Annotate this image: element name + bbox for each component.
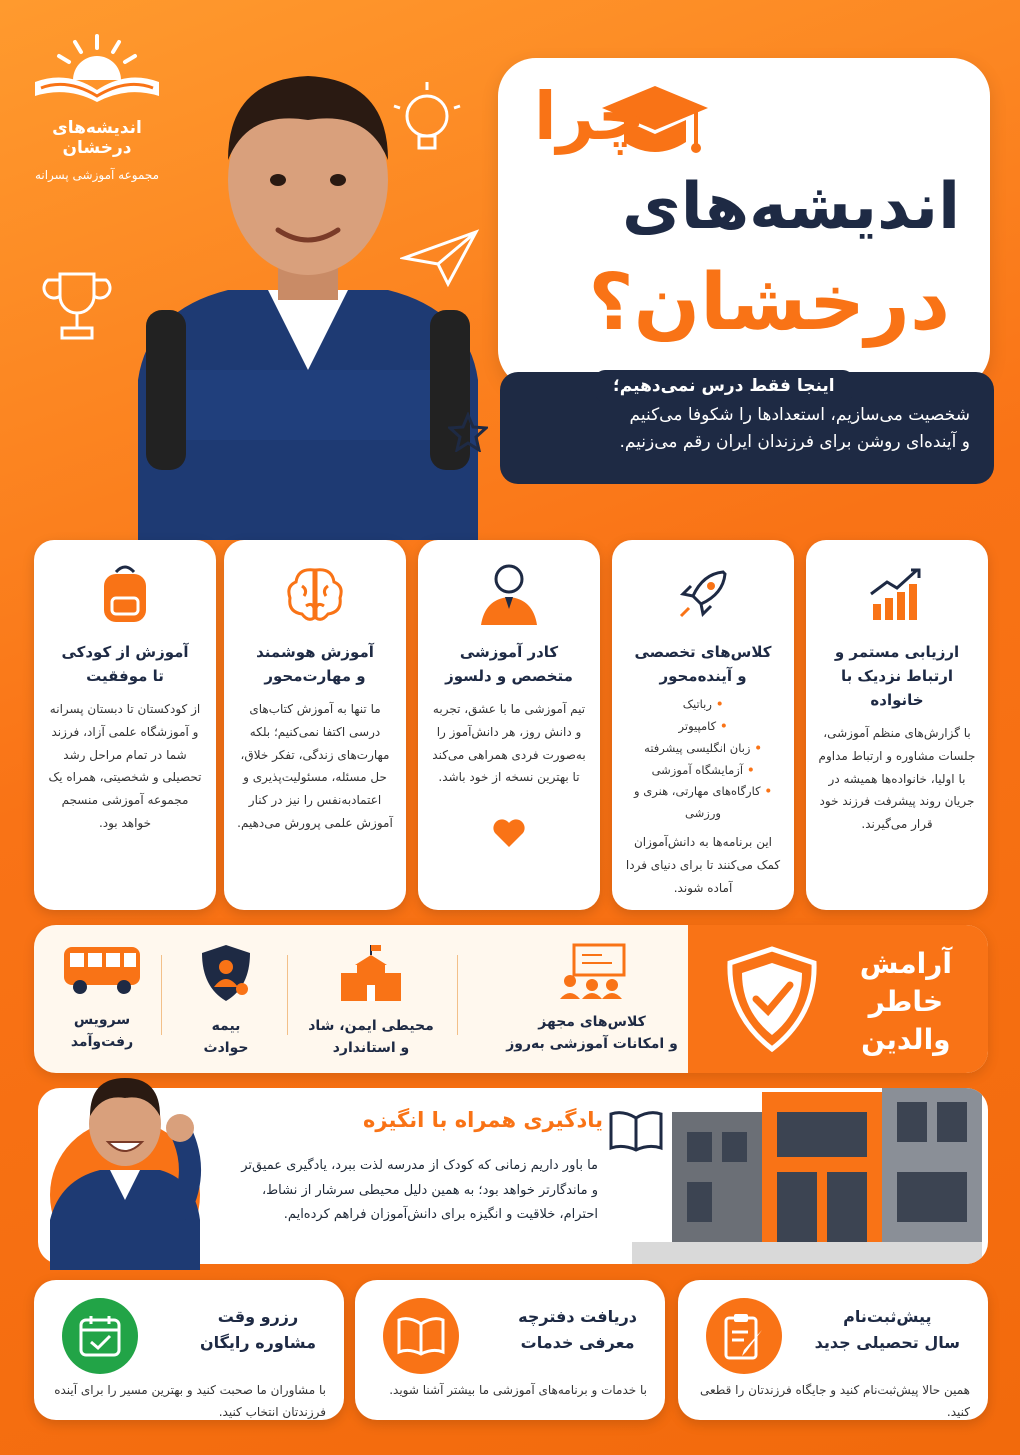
open-book-icon	[397, 1316, 445, 1356]
peace-item-line-2: رفت‌وآمد	[70, 1034, 134, 1051]
peace-item-bus-service	[52, 943, 152, 1054]
feature-title-1: آموزش هوشمند	[256, 643, 374, 661]
peace-item-line-2: و امکانات آموزشی به‌روز	[506, 1036, 678, 1053]
class-list	[624, 694, 782, 825]
cta-body: با خدمات و برنامه‌های آموزشی ما بیشتر آشنا شوید.	[389, 1383, 647, 1397]
divider	[287, 955, 288, 1035]
clipboard-icon	[722, 1312, 766, 1360]
feature-body: از کودکستان تا دبستان پسرانه و آموزشگاه علمی آزاد، فرزند شما در تمام مراحل رشد تحصیلی و شخصیتی، همراه یک مجموعه آموزشی منسجم خواهد بود.	[48, 702, 202, 830]
feature-title-2: ارتباط نزدیک با خانواده	[840, 667, 954, 709]
feature-body: این برنامه‌ها به دانش‌آموزان کمک می‌کنند تا برای دنیای فردا آماده شوند.	[625, 835, 781, 895]
feature-title-1: کادر آموزشی	[459, 643, 559, 661]
learning-body: ما باور داریم زمانی که کودک از مدرسه لذت ببرد، یادگیری عمیق‌تر و ماندگارتر خواهد بود؛ به همین دلیل محیطی سرشار از نشاط، احترام، خلاقیت و انگیزه برای دانش‌آموزان فراهم کرده‌ایم.	[241, 1158, 598, 1223]
feature-card-childhood-to-success	[34, 540, 216, 910]
peace-title-1: آرامش	[859, 947, 952, 980]
school-building-icon	[339, 943, 403, 1003]
list-item: • رباتیک	[624, 694, 782, 716]
cta-title-2: معرفی خدمات	[520, 1332, 635, 1352]
brand-name: اندیشه‌های درخشان	[52, 118, 142, 158]
peace-highlight	[688, 925, 988, 1073]
shield-check-icon	[724, 945, 820, 1053]
peace-item-line-1: بیمه	[211, 1018, 241, 1034]
backpack-icon	[96, 562, 154, 626]
title-line-1: چرا	[534, 78, 646, 155]
cta-title-1: دریافت دفترچه	[518, 1307, 637, 1326]
list-item: • کارگاه‌های مهارتی، هنری و ورزشی	[624, 781, 782, 825]
peace-item-line-1: سرویس	[73, 1012, 131, 1028]
feature-card-teachers	[418, 540, 600, 910]
feature-title-2: و مهارت‌محور	[264, 667, 366, 685]
list-item: • کامپیوتر	[624, 716, 782, 738]
feature-card-assessment	[806, 540, 988, 910]
divider	[457, 955, 458, 1035]
insurance-shield-icon	[198, 943, 254, 1003]
cta-body: با مشاوران ما صحبت کنید و بهترین مسیر را برای آینده فرزندتان انتخاب کنید.	[54, 1383, 326, 1419]
cta-title-1: پیش‌ثبت‌نام	[843, 1307, 932, 1326]
classroom-icon	[556, 943, 628, 999]
feature-body: تیم آموزشی ما با عشق، تجربه و دانش روز، هر دانش‌آموز را به‌صورت فردی همراهی می‌کند تا بهترین نسخه از خود باشد.	[432, 702, 586, 785]
cta-icon-circle	[62, 1298, 138, 1374]
intro-line-3: و آینده‌ای روشن برای فرزندان ایران رقم می‌زنیم.	[619, 432, 970, 453]
title-card	[498, 58, 990, 388]
learning-title: یادگیری همراه با انگیزه	[363, 1108, 603, 1132]
teacher-icon	[477, 561, 541, 627]
peace-title-3: والدین	[861, 1022, 951, 1056]
peace-title-2: خاطر	[868, 984, 944, 1018]
list-item: • آزمایشگاه آموزشی	[624, 760, 782, 782]
peace-item-classrooms	[502, 943, 682, 1056]
intro-line-2: شخصیت می‌سازیم، استعدادها را شکوفا می‌کنیم	[629, 405, 970, 425]
feature-card-specialized-classes	[612, 540, 794, 910]
trophy-doodle-icon	[42, 268, 112, 348]
feature-title-2: متخصص و دلسوز	[445, 667, 573, 685]
peace-item-line-2: حوادث	[203, 1040, 249, 1057]
open-book-icon	[609, 1108, 663, 1152]
brand-tagline: مجموعه آموزشی پسرانه	[34, 168, 160, 182]
cta-book-consultation[interactable]	[34, 1280, 344, 1420]
cta-icon-circle	[383, 1298, 459, 1374]
feature-card-smart-education	[224, 540, 406, 910]
cta-title-2: سال تحصیلی جدید	[814, 1332, 960, 1352]
student-hero-image	[118, 40, 498, 540]
feature-title-2: و آینده‌محور	[659, 667, 747, 685]
cheering-student-image	[30, 1060, 220, 1270]
cta-title-2: مشاوره رایگان	[199, 1332, 316, 1352]
feature-body: ما تنها به آموزش کتاب‌های درسی اکتفا نمی‌کنیم؛ بلکه مهارت‌های زندگی، تفکر خلاق، حل مسئله، مسئولیت‌پذیری و اعتمادبه‌نفس را نیز در کنار آموزش علمی پرورش می‌دهیم.	[237, 702, 393, 830]
feature-title-1: کلاس‌های تخصصی	[634, 643, 772, 661]
peace-item-line-1: محیطی ایمن، شاد	[308, 1018, 434, 1034]
divider	[161, 955, 162, 1035]
title-line-2: اندیشه‌های	[622, 170, 960, 244]
heart-icon	[491, 817, 527, 849]
bus-icon	[62, 943, 142, 997]
intro-line-1: اینجا فقط درس نمی‌دهیم؛	[595, 370, 853, 402]
chart-growth-icon	[867, 564, 927, 624]
feature-title-1: ارزیابی مستمر و	[834, 643, 960, 661]
peace-item-line-1: کلاس‌های مجهز	[538, 1014, 646, 1030]
peace-item-line-2: و استاندارد	[332, 1040, 410, 1057]
peace-item-insurance	[176, 943, 276, 1060]
brain-icon	[284, 564, 346, 624]
cta-body: همین حالا پیش‌ثبت‌نام کنید و جایگاه فرزندتان را قطعی کنید.	[699, 1383, 970, 1419]
feature-body: با گزارش‌های منظم آموزشی، جلسات مشاوره و ارتباط مداوم با اولیا، خانواده‌ها همیشه در جریان روند پیشرفت فرزند خود قرار می‌گیرند.	[818, 726, 976, 832]
cta-pre-registration[interactable]	[678, 1280, 988, 1420]
calendar-check-icon	[78, 1314, 122, 1358]
cta-get-brochure[interactable]	[355, 1280, 665, 1420]
feature-title-2: تا موفقیت	[86, 667, 164, 685]
peace-item-safe-environment	[296, 943, 446, 1060]
feature-title-1: آموزش از کودکی	[61, 643, 189, 661]
list-item: • زبان انگلیسی پیشرفته	[624, 738, 782, 760]
rocket-icon	[673, 564, 733, 624]
parents-peace-band	[34, 925, 988, 1073]
school-building-image	[632, 1088, 982, 1264]
star-doodle-icon	[448, 412, 488, 452]
cta-icon-circle	[706, 1298, 782, 1374]
title-line-3: درخشان؟	[588, 258, 950, 348]
cta-title-1: رزرو وقت	[217, 1307, 299, 1326]
